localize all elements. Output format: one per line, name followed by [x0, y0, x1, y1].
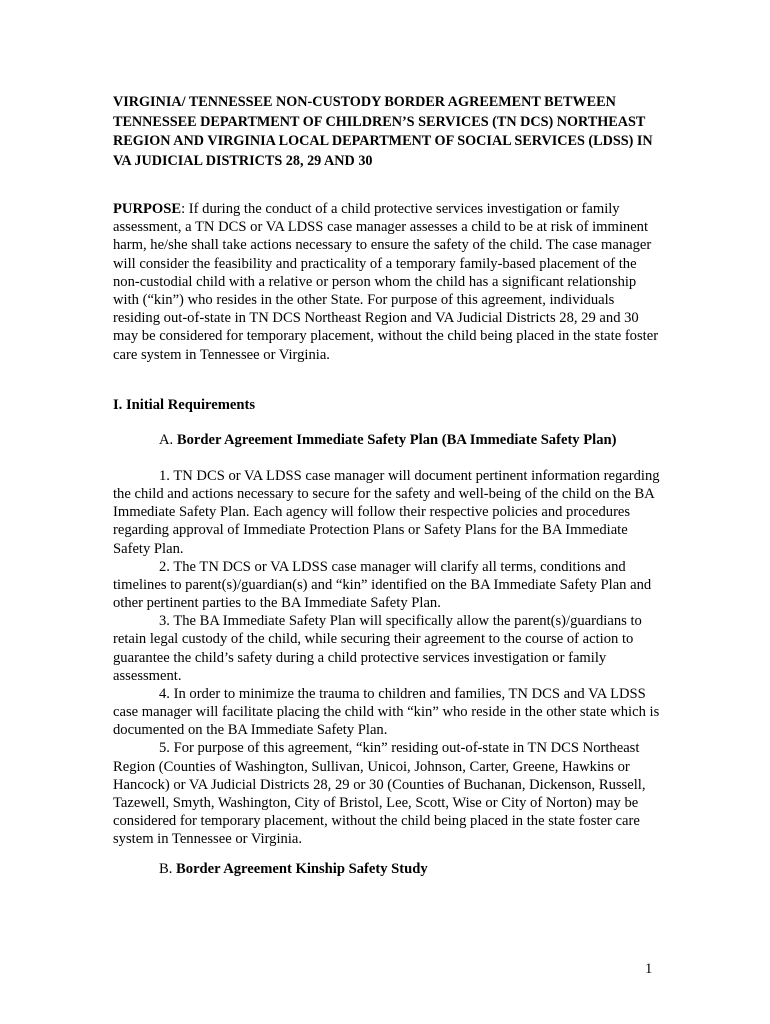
- subsection-a-title: Border Agreement Immediate Safety Plan (BA Immediate Safety Plan): [176, 432, 617, 448]
- subsection-a-letter: A.: [159, 432, 174, 448]
- subsection-b-heading: [159, 860, 428, 878]
- requirement-item-2: 2. The TN DCS or VA LDSS case manager will clarify all terms, conditions and timelines to parent(s)/guardian(s) and “kin” identified on the BA Immediate Safety Plan and other pertinent parties to the BA Immediate Safety Plan.: [113, 558, 652, 612]
- requirement-item-4: 4. In order to minimize the trauma to children and families, TN DCS and VA LDSS case manager will facilitate placing the child with “kin” who reside in the other state which is documented on the BA Immediate Safety Plan.: [113, 685, 660, 739]
- purpose-paragraph: [113, 200, 661, 364]
- requirement-item-1: 1. TN DCS or VA LDSS case manager will document pertinent information regarding the child and actions necessary to secure for the safety and well-being of the child on the BA Immediate Safety Plan. Each agency will follow their respective policies and procedures regarding approval of Immediate Protection Plans or Safety Plans for the BA Immediate Safety Plan.: [113, 468, 660, 557]
- purpose-label: PURPOSE: [113, 201, 182, 217]
- subsection-b-letter: B.: [159, 861, 173, 877]
- page-number: 1: [645, 961, 653, 977]
- requirement-item-5: 5. For purpose of this agreement, “kin” residing out-of-state in TN DCS Northeast Region (Counties of Washington, Sullivan, Unicoi, Johnson, Carter, Greene, Hawkins or Hancock) or VA Judicial Districts 28, 29 or 30 (Counties of Buchanan, Dickenson, Russell, Tazewell, Smyth, Washington, City of Bristol, Lee, Scott, Wise or City of Norton) may be considered for temporary placement, without the child being placed in the state foster care system in Tennessee or Virginia.: [113, 740, 646, 848]
- section-i-heading: I. Initial Requirements: [113, 397, 256, 413]
- requirements-list: [113, 467, 661, 848]
- requirement-item-3: 3. The BA Immediate Safety Plan will specifically allow the parent(s)/guardians to retain legal custody of the child, while securing their agreement to the course of action to guarantee the child’s safety during a child protective services investigation or family assessment.: [113, 613, 642, 684]
- document-title: VIRGINIA/ TENNESSEE NON-CUSTODY BORDER AGREEMENT BETWEEN TENNESSEE DEPARTMENT OF CHILDREN’S SERVICES (TN DCS) NORTHEAST REGION AND VIRGINIA LOCAL DEPARTMENT OF SOCIAL SERVICES (LDSS) IN VA JUDICIAL DISTRICTS 28, 29 AND 30: [113, 94, 653, 169]
- subsection-a-heading: [159, 431, 617, 449]
- subsection-b-title: Border Agreement Kinship Safety Study: [176, 861, 428, 877]
- purpose-text: : If during the conduct of a child protective services investigation or family assessment, a TN DCS or VA LDSS case manager assesses a child to be at risk of imminent harm, he/she shall take actions necessary to ensure the safety of the child. The case manager will consider the feasibility and practicality of a temporary family-based placement of the non-custodial child with a relative or person whom the child has a significant relationship with (“kin”) who resides in the other State. For purpose of this agreement, individuals residing out-of-state in TN DCS Northeast Region and VA Judicial Districts 28, 29 and 30 may be considered for temporary placement, without the child being placed in the state foster care system in Tennessee or Virginia.: [113, 201, 659, 363]
